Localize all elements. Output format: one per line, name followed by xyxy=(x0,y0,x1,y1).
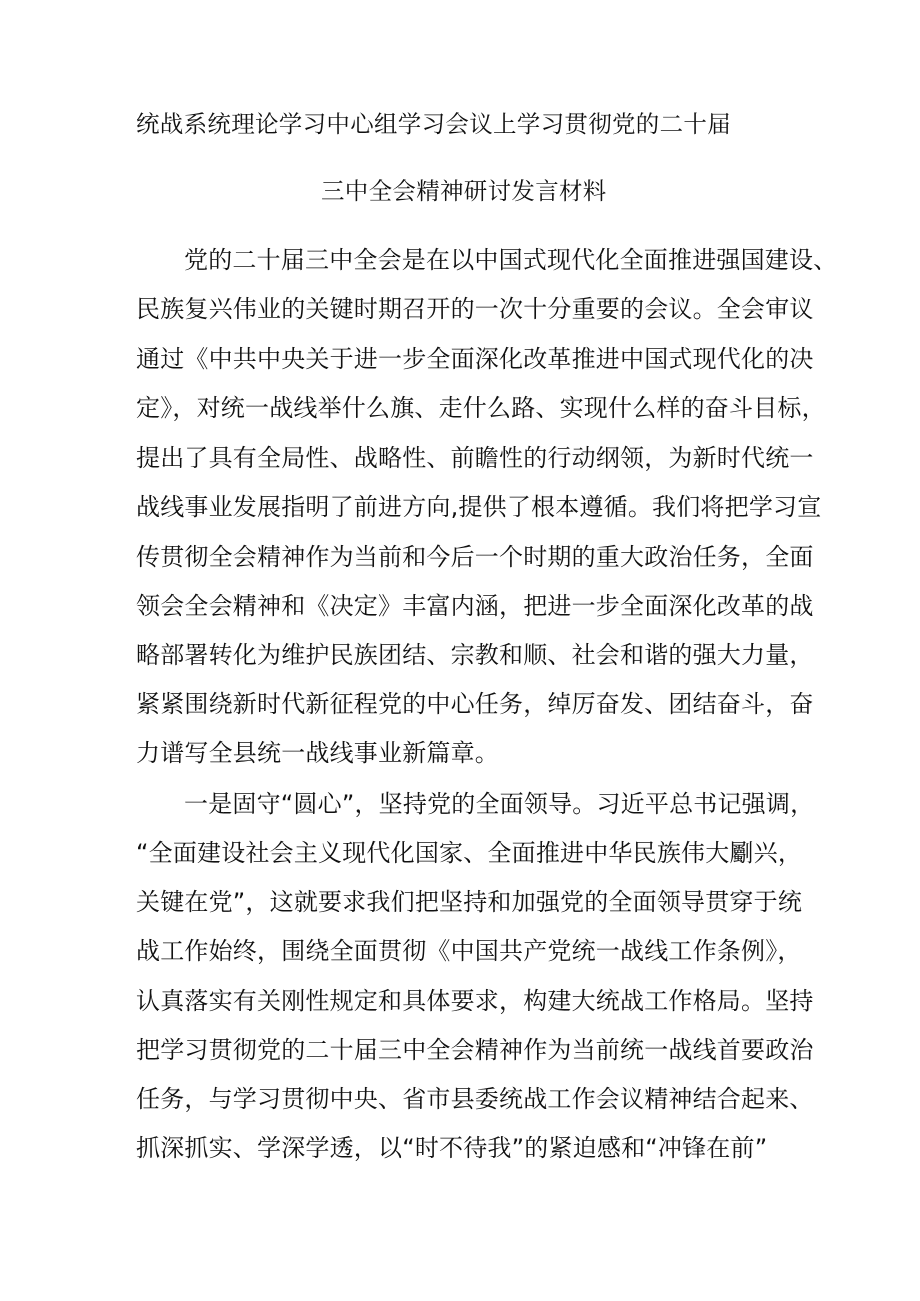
paragraph-1-line-5: 提出了具有全局性、战略性、前瞻性的行动纲领，为新时代统一 xyxy=(136,444,814,472)
paragraph-1-line-10: 紧紧围绕新时代新征程党的中心任务，绰厉奋发、团结奋斗，奋 xyxy=(136,690,814,718)
paragraph-2-line-5: 认真落实有关刚性规定和具体要求，构建大统战工作格局。坚持 xyxy=(136,987,814,1015)
paragraph-1-line-11: 力谱写全县统一战线事业新篇章。 xyxy=(136,739,499,767)
paragraph-1-line-3: 通过《中共中央关于进一步全面深化改革推进中国式现代化的决 xyxy=(136,345,814,373)
paragraph-2-line-7: 任务，与学习贯彻中央、省市县委统战工作会议精神结合起来、 xyxy=(136,1085,814,1113)
paragraph-1-line-4: 定》，对统一战线举什么旗、走什么路、实现什么样的奋斗目标， xyxy=(136,394,826,422)
paragraph-1-line-7: 传贯彻全会精神作为当前和今后一个时期的重大政治任务，全面 xyxy=(136,543,814,571)
paragraph-1-line-8: 领会全会精神和《决定》丰富内涵，把进一步全面深化改革的战 xyxy=(136,592,814,620)
paragraph-2-line-4: 战工作始终，围绕全面贯彻《中国共产党统一战线工作条例》， xyxy=(136,937,802,965)
paragraph-1-line-1: 党的二十届三中全会是在以中国式现代化全面推进强国建设、 xyxy=(184,246,838,274)
paragraph-1-line-2: 民族复兴伟业的关键时期召开的一次十分重要的会议。全会审议 xyxy=(136,295,814,323)
paragraph-2-line-1: 一是固守“圆心”，坚持党的全面领导。习近平总书记强调， xyxy=(184,790,815,818)
paragraph-2-line-6: 把学习贯彻党的二十届三中全会精神作为当前统一战线首要政治 xyxy=(136,1036,814,1064)
paragraph-1-line-9: 略部署转化为维护民族团结、宗教和顺、社会和谐的强大力量， xyxy=(136,641,814,669)
document-title-line-1: 统战系统理论学习中心组学习会议上学习贯彻党的二十届 xyxy=(136,110,731,138)
paragraph-1-line-6: 战线事业发展指明了前进方向,提供了根本遵循。我们将把学习宣 xyxy=(136,493,822,521)
paragraph-2-line-3: 关键在党”，这就要求我们把坚持和加强党的全面领导贯穿于统 xyxy=(136,888,803,916)
paragraph-2-line-2: “全面建设社会主义现代化国家、全面推进中华民族伟大劚兴， xyxy=(136,839,803,867)
document-title-line-2: 三中全会精神研讨发言材料 xyxy=(321,177,607,205)
paragraph-2-line-8: 抓深抓实、学深学透，以“时不待我”的紧迫感和“冲锋在前” xyxy=(136,1134,768,1162)
